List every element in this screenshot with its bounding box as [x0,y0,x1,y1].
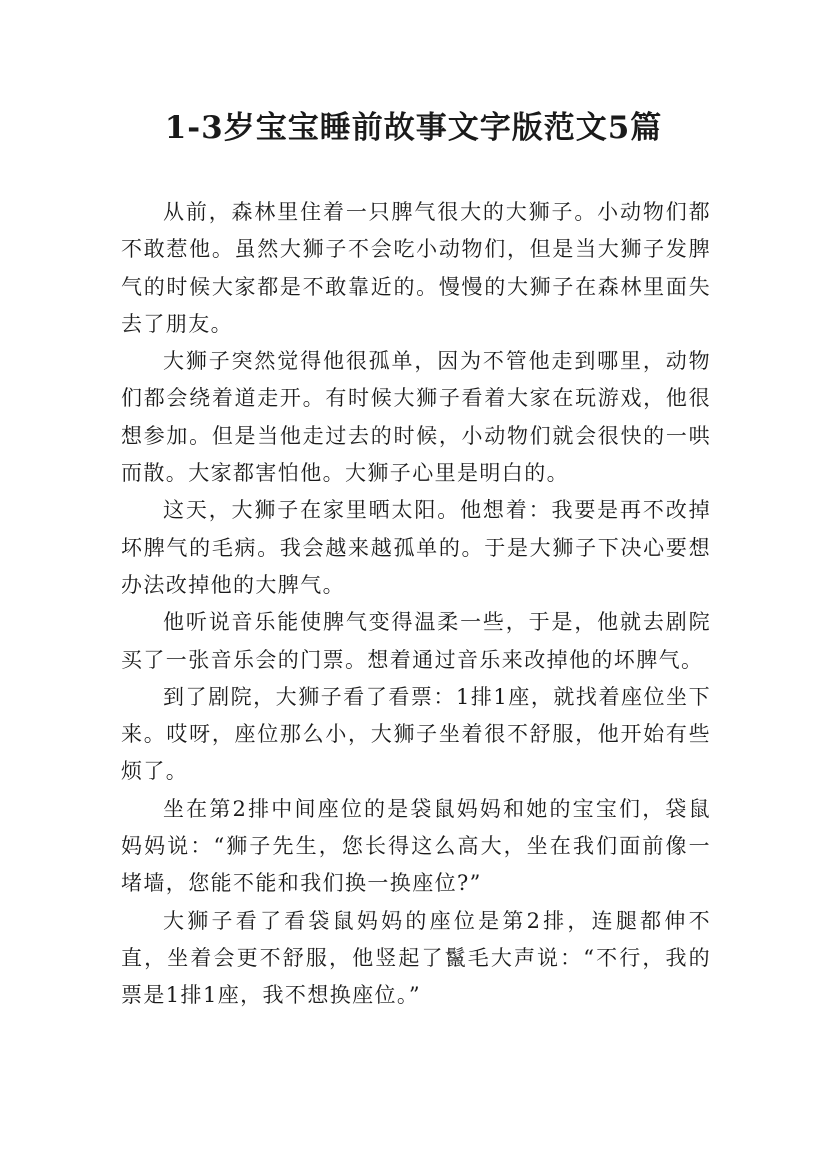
paragraph: 从前，森林里住着一只脾气很大的大狮子。小动物们都不敢惹他。虽然大狮子不会吃小动物们，但是当大狮子发脾气的时候大家都是不敢靠近的。慢慢的大狮子在森林里面失去了朋友。 [121,200,711,336]
document-body [121,194,711,1015]
document-title: 1-3岁宝宝睡前故事文字版范文5篇 [164,110,663,146]
paragraph: 到了剧院，大狮子看了看票：1排1座，就找着座位坐下来。哎呀，座位那么小，大狮子坐着很不舒服，他开始有些烦了。 [121,684,711,784]
paragraph: 坐在第2排中间座位的是袋鼠妈妈和她的宝宝们，袋鼠妈妈说：“狮子先生，您长得这么高大，坐在我们面前像一堵墙，您能不能和我们换一换座位?” [121,796,711,896]
paragraph: 大狮子看了看袋鼠妈妈的座位是第2排，连腿都伸不直，坐着会更不舒服，他竖起了鬣毛大声说：“不行，我的票是1排1座，我不想换座位。” [121,908,711,1008]
paragraph: 这天，大狮子在家里晒太阳。他想着：我要是再不改掉坏脾气的毛病。我会越来越孤单的。于是大狮子下决心要想办法改掉他的大脾气。 [121,498,711,597]
paragraph: 大狮子突然觉得他很孤单，因为不管他走到哪里，动物们都会绕着道走开。有时候大狮子看着大家在玩游戏，他很想参加。但是当他走过去的时候，小动物们就会很快的一哄而散。大家都害怕他。大狮子心里是明白的。 [121,349,711,486]
paragraph: 他听说音乐能使脾气变得温柔一些，于是，他就去剧院买了一张音乐会的门票。想着通过音乐来改掉他的坏脾气。 [121,610,711,672]
